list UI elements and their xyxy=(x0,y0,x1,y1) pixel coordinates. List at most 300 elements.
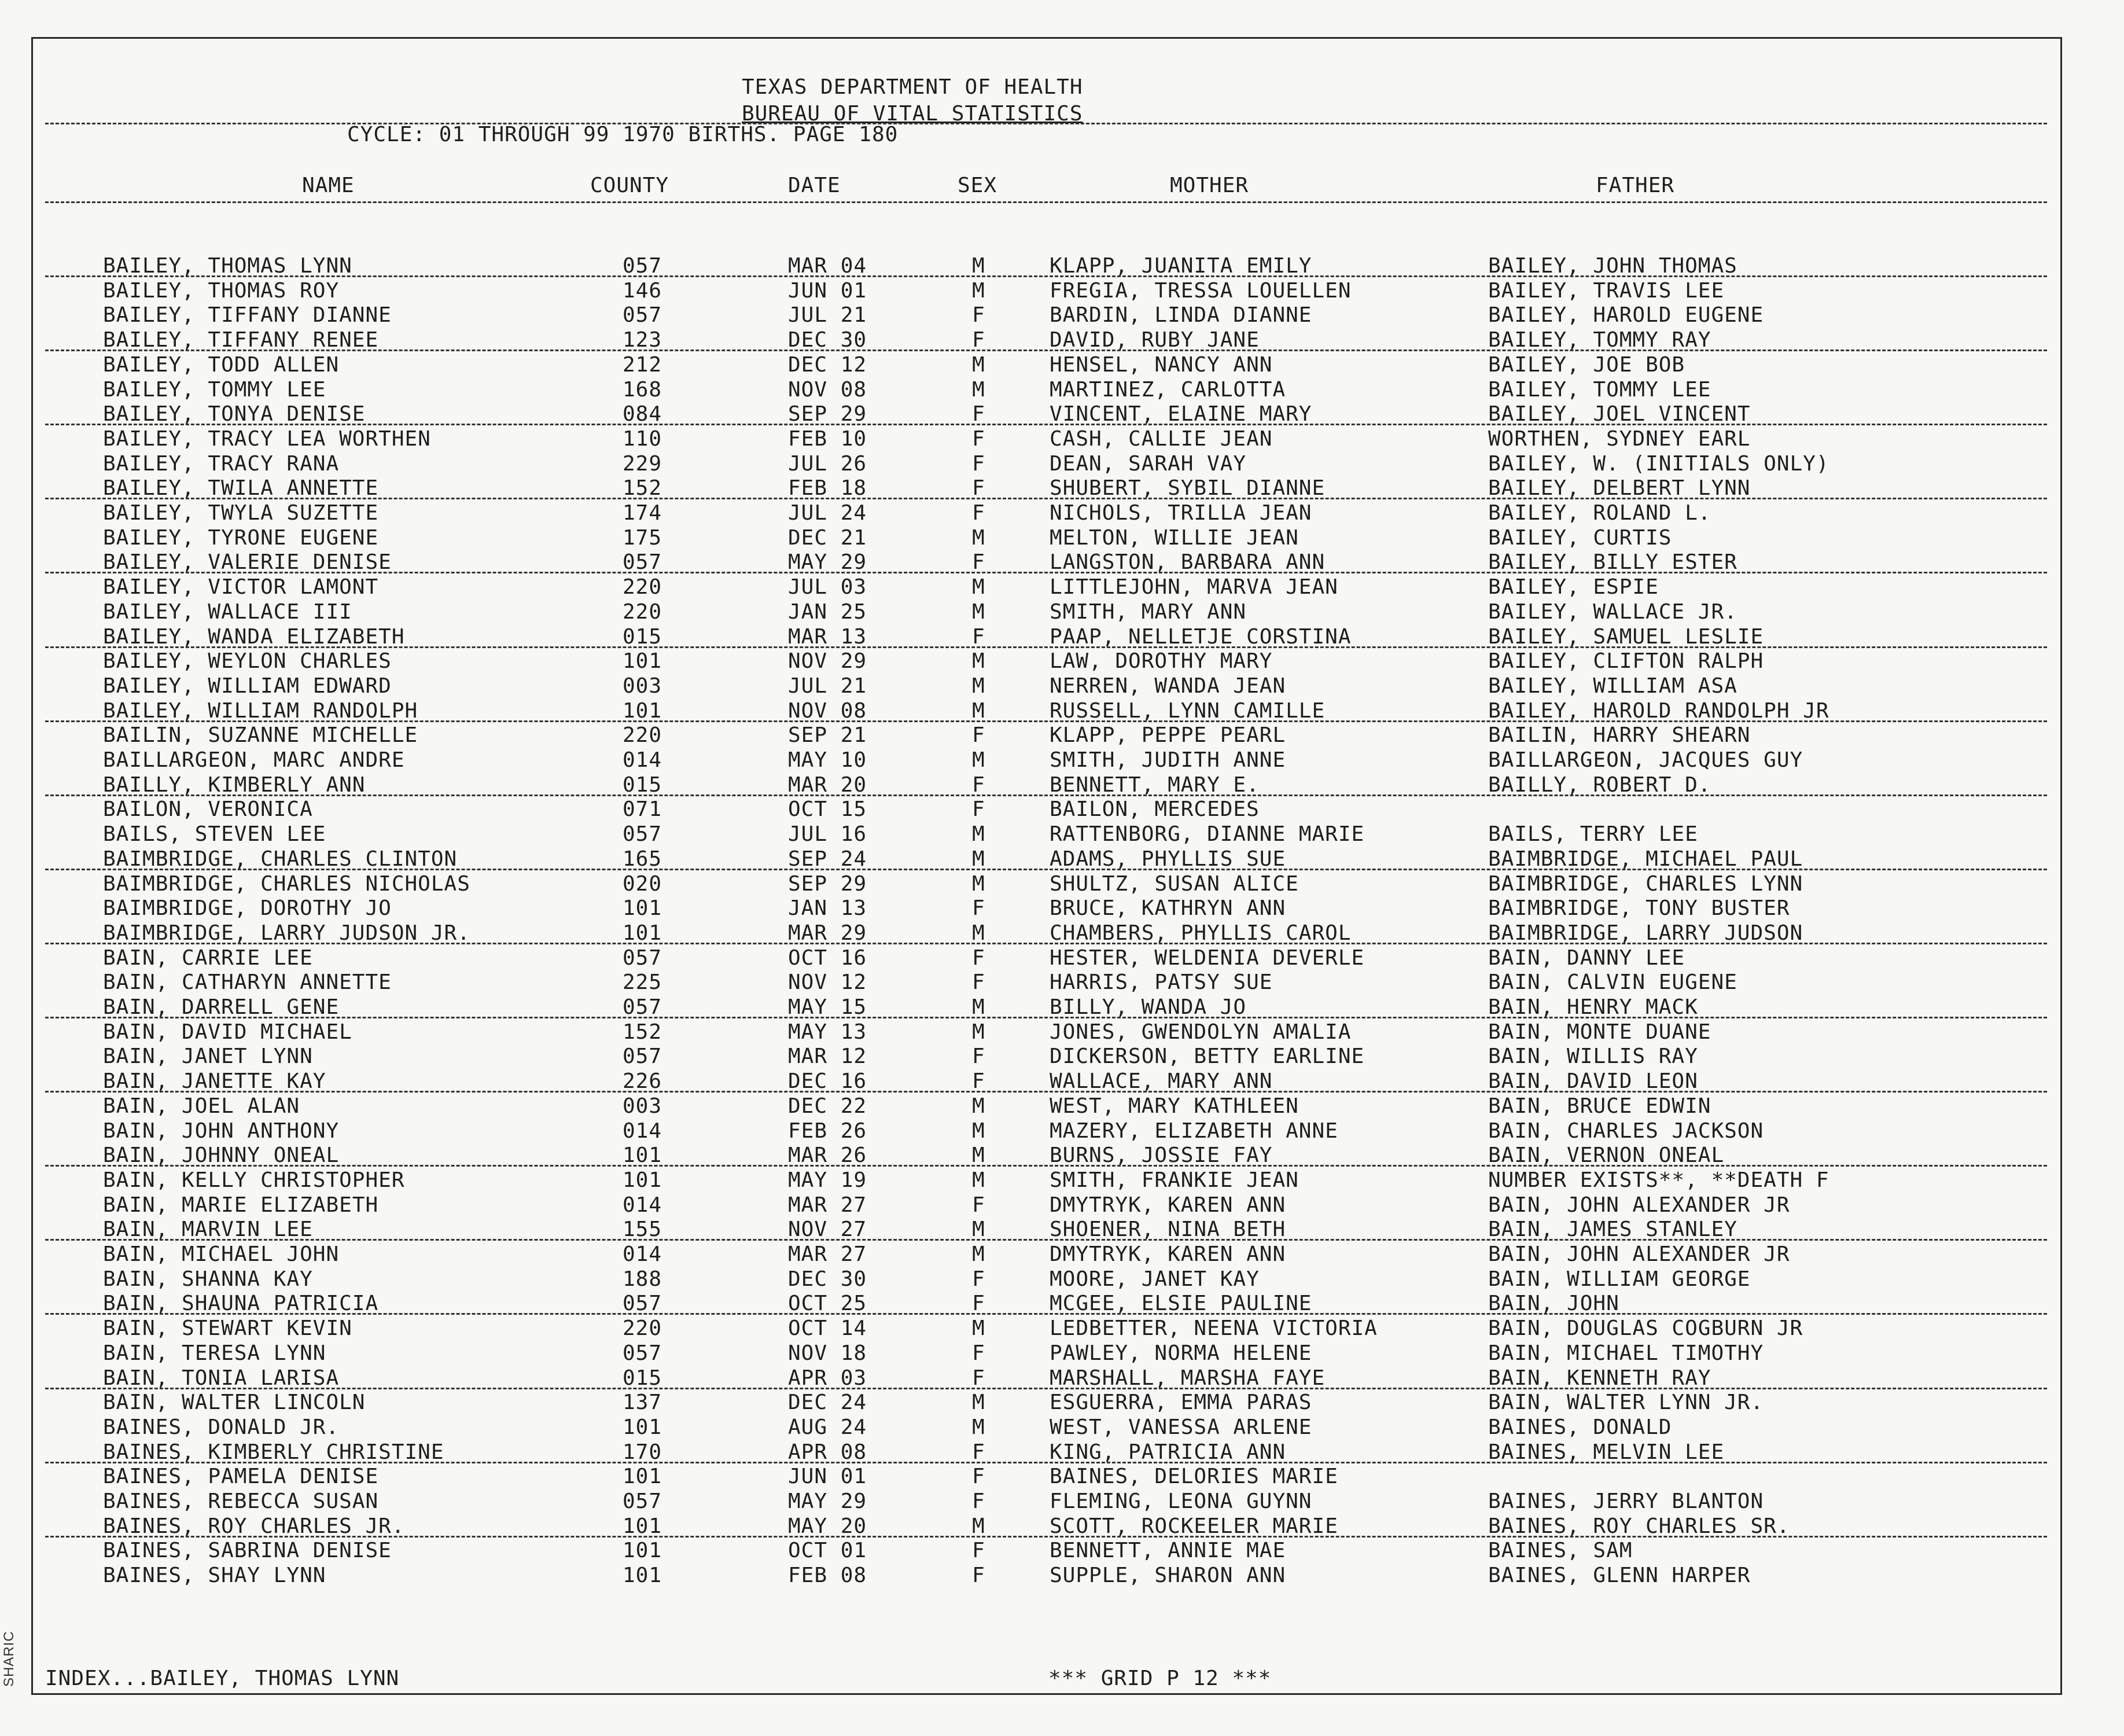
table-row xyxy=(0,1291,2124,1316)
cell-county: 174 xyxy=(623,501,662,525)
cell-sex: M xyxy=(972,1094,985,1118)
cell-date: SEP 24 xyxy=(788,847,867,871)
cell-county: 101 xyxy=(623,1564,662,1588)
cell-date: FEB 18 xyxy=(788,476,867,501)
cell-date: MAY 19 xyxy=(788,1168,867,1192)
cell-date: JAN 25 xyxy=(788,599,867,624)
cell-father: BAIN, DOUGLAS COGBURN JR xyxy=(1488,1316,1803,1341)
cell-sex: M xyxy=(972,649,985,674)
cell-sex: F xyxy=(972,896,985,921)
cell-date: DEC 30 xyxy=(788,1267,867,1291)
cell-county: 020 xyxy=(623,871,662,896)
table-row xyxy=(0,402,2124,426)
cell-sex: F xyxy=(972,1366,985,1390)
row-separator xyxy=(45,1239,2047,1241)
cell-county: 220 xyxy=(623,599,662,624)
cell-sex: F xyxy=(972,426,985,451)
cell-name: BAINES, REBECCA SUSAN xyxy=(103,1489,379,1513)
cell-sex: F xyxy=(972,303,985,328)
cell-county: 101 xyxy=(623,1168,662,1192)
cell-name: BAILEY, VICTOR LAMONT xyxy=(103,575,379,599)
table-row xyxy=(0,748,2124,773)
cell-county: 057 xyxy=(623,303,662,328)
cell-sex: M xyxy=(972,1242,985,1266)
cell-date: MAR 29 xyxy=(788,921,867,945)
cell-name: BAILEY, THOMAS LYNN xyxy=(103,254,352,278)
cell-date: MAY 20 xyxy=(788,1514,867,1538)
cell-date: NOV 08 xyxy=(788,698,867,723)
table-row xyxy=(0,847,2124,871)
cell-sex: F xyxy=(972,451,985,476)
cell-name: BAILEY, THOMAS ROY xyxy=(103,278,340,303)
cell-county: 101 xyxy=(623,921,662,945)
cell-father: BAIMBRIDGE, LARRY JUDSON xyxy=(1488,921,1803,945)
cell-county: 137 xyxy=(623,1391,662,1415)
cell-county: 101 xyxy=(623,649,662,674)
cell-county: 057 xyxy=(623,1489,662,1513)
cell-sex: M xyxy=(972,1143,985,1168)
cell-date: JUN 01 xyxy=(788,278,867,303)
col-county: COUNTY xyxy=(590,174,669,197)
cell-date: FEB 08 xyxy=(788,1564,867,1588)
cell-sex: F xyxy=(972,402,985,426)
cell-name: BAIN, CARRIE LEE xyxy=(103,946,313,970)
cell-name: BAILIN, SUZANNE MICHELLE xyxy=(103,723,418,748)
cell-sex: F xyxy=(972,1465,985,1489)
table-row xyxy=(0,1366,2124,1391)
cell-date: MAY 10 xyxy=(788,748,867,772)
cell-mother: ADAMS, PHYLLIS SUE xyxy=(1050,847,1286,871)
cell-date: AUG 24 xyxy=(788,1415,867,1439)
cell-county: 229 xyxy=(623,451,662,476)
table-row xyxy=(0,896,2124,921)
cell-sex: M xyxy=(972,674,985,698)
cell-sex: F xyxy=(972,946,985,970)
cell-sex: M xyxy=(972,1168,985,1192)
table-row xyxy=(0,1316,2124,1341)
cell-date: DEC 22 xyxy=(788,1094,867,1118)
table-row xyxy=(0,1538,2124,1563)
cell-mother: BILLY, WANDA JO xyxy=(1050,995,1247,1019)
cell-sex: F xyxy=(972,1292,985,1316)
cell-mother: DMYTRYK, KAREN ANN xyxy=(1050,1193,1286,1217)
cell-name: BAIN, JOEL ALAN xyxy=(103,1094,300,1118)
table-row xyxy=(0,599,2124,624)
table-row xyxy=(0,377,2124,402)
cell-name: BAILEY, WANDA ELIZABETH xyxy=(103,624,405,649)
cell-mother: JONES, GWENDOLYN AMALIA xyxy=(1050,1020,1352,1044)
cell-father: BAILEY, WALLACE JR. xyxy=(1488,599,1738,624)
cell-name: BAIN, JANET LYNN xyxy=(103,1044,313,1069)
cell-father: BAIN, DAVID LEON xyxy=(1488,1069,1698,1094)
cell-date: MAR 27 xyxy=(788,1242,867,1266)
col-father: FATHER xyxy=(1596,174,1675,197)
cell-name: BAIN, TONIA LARISA xyxy=(103,1366,340,1390)
cell-name: BAIMBRIDGE, DOROTHY JO xyxy=(103,896,392,921)
table-row xyxy=(0,352,2124,377)
cell-date: APR 08 xyxy=(788,1440,867,1464)
cell-sex: F xyxy=(972,773,985,797)
row-separator xyxy=(45,572,2047,573)
cell-name: BAILS, STEVEN LEE xyxy=(103,822,326,847)
cell-date: DEC 12 xyxy=(788,352,867,377)
cell-mother: MELTON, WILLIE JEAN xyxy=(1050,525,1299,550)
cell-date: APR 03 xyxy=(788,1366,867,1390)
cell-date: JUL 03 xyxy=(788,575,867,599)
cell-sex: F xyxy=(972,476,985,501)
row-separator xyxy=(45,869,2047,870)
cell-mother: BAINES, DELORIES MARIE xyxy=(1050,1465,1338,1489)
cell-mother: BURNS, JOSSIE FAY xyxy=(1050,1143,1273,1168)
cell-mother: SMITH, FRANKIE JEAN xyxy=(1050,1168,1299,1192)
cell-mother: CHAMBERS, PHYLLIS CAROL xyxy=(1050,921,1352,945)
cell-father: BAILEY, JOE BOB xyxy=(1488,352,1685,377)
cell-mother: MAZERY, ELIZABETH ANNE xyxy=(1050,1119,1338,1143)
cell-county: 071 xyxy=(623,797,662,822)
cell-county: 220 xyxy=(623,1316,662,1341)
cell-mother: MARTINEZ, CARLOTTA xyxy=(1050,377,1286,402)
cell-date: OCT 16 xyxy=(788,946,867,970)
cell-father: BAINES, GLENN HARPER xyxy=(1488,1564,1751,1588)
cell-mother: SMITH, JUDITH ANNE xyxy=(1050,748,1286,772)
cell-mother: SUPPLE, SHARON ANN xyxy=(1050,1564,1286,1588)
cell-father: BAIN, HENRY MACK xyxy=(1488,995,1698,1019)
cell-name: BAILEY, VALERIE DENISE xyxy=(103,550,392,575)
cell-sex: F xyxy=(972,328,985,352)
cell-county: 168 xyxy=(623,377,662,402)
table-row xyxy=(0,1341,2124,1366)
header-line2: BUREAU OF VITAL STATISTICS xyxy=(742,102,1083,126)
table-row xyxy=(0,1168,2124,1193)
cell-mother: CASH, CALLIE JEAN xyxy=(1050,426,1273,451)
cell-father: BAILIN, HARRY SHEARN xyxy=(1488,723,1751,748)
col-name: NAME xyxy=(302,174,355,197)
cell-date: MAR 04 xyxy=(788,254,867,278)
cell-father: BAIN, CHARLES JACKSON xyxy=(1488,1119,1764,1143)
cell-county: 101 xyxy=(623,1415,662,1439)
cell-county: 212 xyxy=(623,352,662,377)
cell-name: BAIN, STEWART KEVIN xyxy=(103,1316,352,1341)
cell-father: BAIN, JOHN ALEXANDER JR xyxy=(1488,1242,1790,1266)
cell-father: BAILS, TERRY LEE xyxy=(1488,822,1698,847)
cell-name: BAILEY, TWILA ANNETTE xyxy=(103,476,379,501)
cell-date: NOV 27 xyxy=(788,1218,867,1242)
table-row xyxy=(0,476,2124,501)
cell-mother: LANGSTON, BARBARA ANN xyxy=(1050,550,1326,575)
cell-mother: BRUCE, KATHRYN ANN xyxy=(1050,896,1286,921)
cell-sex: M xyxy=(972,377,985,402)
table-row xyxy=(0,1489,2124,1514)
cell-county: 057 xyxy=(623,254,662,278)
table-row xyxy=(0,1440,2124,1465)
cell-date: DEC 30 xyxy=(788,328,867,352)
cell-mother: DICKERSON, BETTY EARLINE xyxy=(1050,1044,1365,1069)
cell-mother: SMITH, MARY ANN xyxy=(1050,599,1247,624)
cell-father: BAINES, ROY CHARLES SR. xyxy=(1488,1514,1790,1538)
header-divider xyxy=(45,123,2047,124)
cell-sex: F xyxy=(972,1341,985,1365)
cell-name: BAINES, SHAY LYNN xyxy=(103,1564,326,1588)
cell-sex: M xyxy=(972,1316,985,1341)
cell-county: 170 xyxy=(623,1440,662,1464)
cell-name: BAINES, DONALD JR. xyxy=(103,1415,340,1439)
row-separator xyxy=(45,795,2047,796)
cell-mother: BENNETT, MARY E. xyxy=(1050,773,1260,797)
cell-mother: RUSSELL, LYNN CAMILLE xyxy=(1050,698,1326,723)
cell-father: BAINES, SAM xyxy=(1488,1539,1633,1563)
table-row xyxy=(0,1242,2124,1267)
cell-father: BAIMBRIDGE, CHARLES LYNN xyxy=(1488,871,1803,896)
cell-name: BAILEY, WILLIAM RANDOLPH xyxy=(103,698,418,723)
cell-date: MAR 27 xyxy=(788,1193,867,1217)
side-label: SHARIC xyxy=(1,1631,17,1687)
cell-sex: F xyxy=(972,501,985,525)
cell-date: SEP 29 xyxy=(788,402,867,426)
cell-father: BAINES, JERRY BLANTON xyxy=(1488,1489,1764,1513)
cell-mother: MCGEE, ELSIE PAULINE xyxy=(1050,1292,1312,1316)
cell-sex: M xyxy=(972,254,985,278)
cell-father: NUMBER EXISTS**, **DEATH F xyxy=(1488,1168,1829,1192)
cell-sex: M xyxy=(972,871,985,896)
table-row xyxy=(0,1119,2124,1143)
table-row xyxy=(0,698,2124,723)
cell-date: JAN 13 xyxy=(788,896,867,921)
cell-mother: LITTLEJOHN, MARVA JEAN xyxy=(1050,575,1338,599)
header-cycle: CYCLE: 01 THROUGH 99 1970 BIRTHS. PAGE 180 xyxy=(347,123,899,146)
table-row xyxy=(0,1267,2124,1292)
cell-mother: WEST, MARY KATHLEEN xyxy=(1050,1094,1299,1118)
cell-name: BAINES, KIMBERLY CHRISTINE xyxy=(103,1440,444,1464)
table-row xyxy=(0,797,2124,822)
cell-county: 003 xyxy=(623,674,662,698)
cell-father: BAILEY, CLIFTON RALPH xyxy=(1488,649,1764,674)
table-row xyxy=(0,1514,2124,1539)
row-separator xyxy=(45,1462,2047,1463)
table-row xyxy=(0,1069,2124,1094)
cell-county: 057 xyxy=(623,822,662,847)
row-separator xyxy=(45,1536,2047,1538)
cell-county: 175 xyxy=(623,525,662,550)
cell-father: BAIN, WILLIS RAY xyxy=(1488,1044,1698,1069)
cell-name: BAIN, KELLY CHRISTOPHER xyxy=(103,1168,405,1192)
cell-father: BAIN, VERNON ONEAL xyxy=(1488,1143,1725,1168)
cell-mother: ESGUERRA, EMMA PARAS xyxy=(1050,1391,1312,1415)
cell-date: JUL 16 xyxy=(788,822,867,847)
cell-mother: MARSHALL, MARSHA FAYE xyxy=(1050,1366,1326,1390)
cell-county: 057 xyxy=(623,1044,662,1069)
cell-date: DEC 16 xyxy=(788,1069,867,1094)
table-row xyxy=(0,501,2124,525)
cell-county: 015 xyxy=(623,624,662,649)
cell-name: BAILEY, TRACY LEA WORTHEN xyxy=(103,426,431,451)
cell-mother: FREGIA, TRESSA LOUELLEN xyxy=(1050,278,1352,303)
cell-name: BAINES, PAMELA DENISE xyxy=(103,1465,379,1489)
cell-father: BAILEY, JOEL VINCENT xyxy=(1488,402,1751,426)
cell-name: BAILLARGEON, MARC ANDRE xyxy=(103,748,405,772)
cell-sex: F xyxy=(972,1564,985,1588)
cell-name: BAILEY, TYRONE EUGENE xyxy=(103,525,379,550)
cell-sex: M xyxy=(972,1415,985,1439)
cell-sex: M xyxy=(972,575,985,599)
cell-date: JUL 21 xyxy=(788,674,867,698)
cell-mother: PAWLEY, NORMA HELENE xyxy=(1050,1341,1312,1365)
cell-sex: F xyxy=(972,1489,985,1513)
cell-name: BAILEY, TWYLA SUZETTE xyxy=(103,501,379,525)
cell-sex: M xyxy=(972,698,985,723)
table-row xyxy=(0,1193,2124,1218)
cell-father: BAIN, MICHAEL TIMOTHY xyxy=(1488,1341,1764,1365)
cell-date: FEB 10 xyxy=(788,426,867,451)
cell-mother: KING, PATRICIA ANN xyxy=(1050,1440,1286,1464)
cell-mother: BAILON, MERCEDES xyxy=(1050,797,1260,822)
table-row xyxy=(0,1415,2124,1440)
cell-county: 226 xyxy=(623,1069,662,1094)
cell-county: 101 xyxy=(623,1539,662,1563)
cell-county: 146 xyxy=(623,278,662,303)
cell-father: BAILEY, ROLAND L. xyxy=(1488,501,1711,525)
table-row xyxy=(0,921,2124,946)
cell-father: BAILEY, HAROLD EUGENE xyxy=(1488,303,1764,328)
cell-name: BAIN, JANETTE KAY xyxy=(103,1069,326,1094)
cell-sex: M xyxy=(972,1218,985,1242)
cell-name: BAILEY, TIFFANY RENEE xyxy=(103,328,379,352)
cell-date: MAR 26 xyxy=(788,1143,867,1168)
cell-mother: LEDBETTER, NEENA VICTORIA xyxy=(1050,1316,1378,1341)
cell-date: JUL 24 xyxy=(788,501,867,525)
table-row xyxy=(0,1143,2124,1168)
cell-father: BAIN, BRUCE EDWIN xyxy=(1488,1094,1711,1118)
row-separator xyxy=(45,646,2047,648)
cell-father: BAILEY, SAMUEL LESLIE xyxy=(1488,624,1764,649)
table-row xyxy=(0,1390,2124,1415)
cell-father: BAILEY, BILLY ESTER xyxy=(1488,550,1738,575)
cell-date: MAY 29 xyxy=(788,550,867,575)
cell-mother: SHUBERT, SYBIL DIANNE xyxy=(1050,476,1326,501)
cell-name: BAINES, ROY CHARLES JR. xyxy=(103,1514,405,1538)
cell-sex: M xyxy=(972,1391,985,1415)
cell-mother: VINCENT, ELAINE MARY xyxy=(1050,402,1312,426)
cell-name: BAIN, SHAUNA PATRICIA xyxy=(103,1292,379,1316)
cell-sex: F xyxy=(972,624,985,649)
cell-county: 101 xyxy=(623,698,662,723)
table-row xyxy=(0,1094,2124,1119)
cell-father: BAILEY, TRAVIS LEE xyxy=(1488,278,1725,303)
cell-county: 110 xyxy=(623,426,662,451)
col-sex: SEX xyxy=(958,174,997,197)
cell-county: 188 xyxy=(623,1267,662,1291)
col-mother: MOTHER xyxy=(1170,174,1249,197)
table-row xyxy=(0,624,2124,649)
cell-county: 152 xyxy=(623,1020,662,1044)
cell-father: BAILEY, JOHN THOMAS xyxy=(1488,254,1738,278)
cell-mother: SCOTT, ROCKEELER MARIE xyxy=(1050,1514,1338,1538)
table-row xyxy=(0,1563,2124,1588)
cell-sex: F xyxy=(972,550,985,575)
cell-date: NOV 12 xyxy=(788,970,867,995)
row-separator xyxy=(45,1313,2047,1315)
table-row xyxy=(0,1464,2124,1489)
footer-index: INDEX...BAILEY, THOMAS LYNN xyxy=(45,1667,400,1690)
cell-name: BAIN, JOHNNY ONEAL xyxy=(103,1143,340,1168)
cell-mother: WEST, VANESSA ARLENE xyxy=(1050,1415,1312,1439)
cell-mother: PAAP, NELLETJE CORSTINA xyxy=(1050,624,1352,649)
cell-name: BAILEY, TODD ALLEN xyxy=(103,352,340,377)
cell-father: BAILEY, WILLIAM ASA xyxy=(1488,674,1738,698)
cell-date: DEC 24 xyxy=(788,1391,867,1415)
cell-county: 123 xyxy=(623,328,662,352)
cell-sex: F xyxy=(972,1069,985,1094)
cell-sex: M xyxy=(972,599,985,624)
cell-father: BAILEY, ESPIE xyxy=(1488,575,1659,599)
row-separator xyxy=(45,350,2047,351)
cell-county: 057 xyxy=(623,995,662,1019)
cell-father: BAIN, JAMES STANLEY xyxy=(1488,1218,1738,1242)
cell-county: 014 xyxy=(623,1193,662,1217)
cell-sex: F xyxy=(972,970,985,995)
cell-mother: HESTER, WELDENIA DEVERLE xyxy=(1050,946,1365,970)
cell-county: 014 xyxy=(623,1242,662,1266)
cell-sex: M xyxy=(972,995,985,1019)
table-row xyxy=(0,1044,2124,1069)
row-separator xyxy=(45,943,2047,944)
cell-county: 084 xyxy=(623,402,662,426)
cell-father: BAIMBRIDGE, TONY BUSTER xyxy=(1488,896,1790,921)
cell-name: BAIN, DAVID MICHAEL xyxy=(103,1020,352,1044)
cell-county: 220 xyxy=(623,723,662,748)
cell-name: BAIN, CATHARYN ANNETTE xyxy=(103,970,392,995)
cell-mother: NICHOLS, TRILLA JEAN xyxy=(1050,501,1312,525)
cell-county: 101 xyxy=(623,1514,662,1538)
cell-date: SEP 29 xyxy=(788,871,867,896)
cell-county: 225 xyxy=(623,970,662,995)
cell-sex: M xyxy=(972,822,985,847)
table-row xyxy=(0,253,2124,278)
cell-sex: M xyxy=(972,1020,985,1044)
cell-county: 057 xyxy=(623,1292,662,1316)
table-row xyxy=(0,451,2124,476)
cell-father: BAINES, DONALD xyxy=(1488,1415,1672,1439)
cell-name: BAILEY, WALLACE III xyxy=(103,599,352,624)
cell-county: 003 xyxy=(623,1094,662,1118)
cell-name: BAIN, MARVIN LEE xyxy=(103,1218,313,1242)
cell-father: BAIN, DANNY LEE xyxy=(1488,946,1685,970)
cell-father: BAIN, MONTE DUANE xyxy=(1488,1020,1711,1044)
cell-mother: SHOENER, NINA BETH xyxy=(1050,1218,1286,1242)
cell-county: 014 xyxy=(623,748,662,772)
cell-name: BAINES, SABRINA DENISE xyxy=(103,1539,392,1563)
cell-date: NOV 18 xyxy=(788,1341,867,1365)
row-separator xyxy=(45,1165,2047,1167)
cell-date: NOV 08 xyxy=(788,377,867,402)
cell-name: BAIMBRIDGE, LARRY JUDSON JR. xyxy=(103,921,470,945)
table-row xyxy=(0,822,2124,847)
cell-county: 057 xyxy=(623,946,662,970)
cell-mother: SHULTZ, SUSAN ALICE xyxy=(1050,871,1299,896)
cell-name: BAIN, TERESA LYNN xyxy=(103,1341,326,1365)
cell-date: JUL 21 xyxy=(788,303,867,328)
cell-county: 057 xyxy=(623,550,662,575)
cell-county: 014 xyxy=(623,1119,662,1143)
cell-father: BAILEY, CURTIS xyxy=(1488,525,1672,550)
cell-mother: DEAN, SARAH VAY xyxy=(1050,451,1247,476)
cell-county: 220 xyxy=(623,575,662,599)
cell-sex: F xyxy=(972,797,985,822)
cell-date: DEC 21 xyxy=(788,525,867,550)
cell-sex: M xyxy=(972,847,985,871)
cell-name: BAILEY, WILLIAM EDWARD xyxy=(103,674,392,698)
row-separator xyxy=(45,1091,2047,1093)
cell-date: JUL 26 xyxy=(788,451,867,476)
